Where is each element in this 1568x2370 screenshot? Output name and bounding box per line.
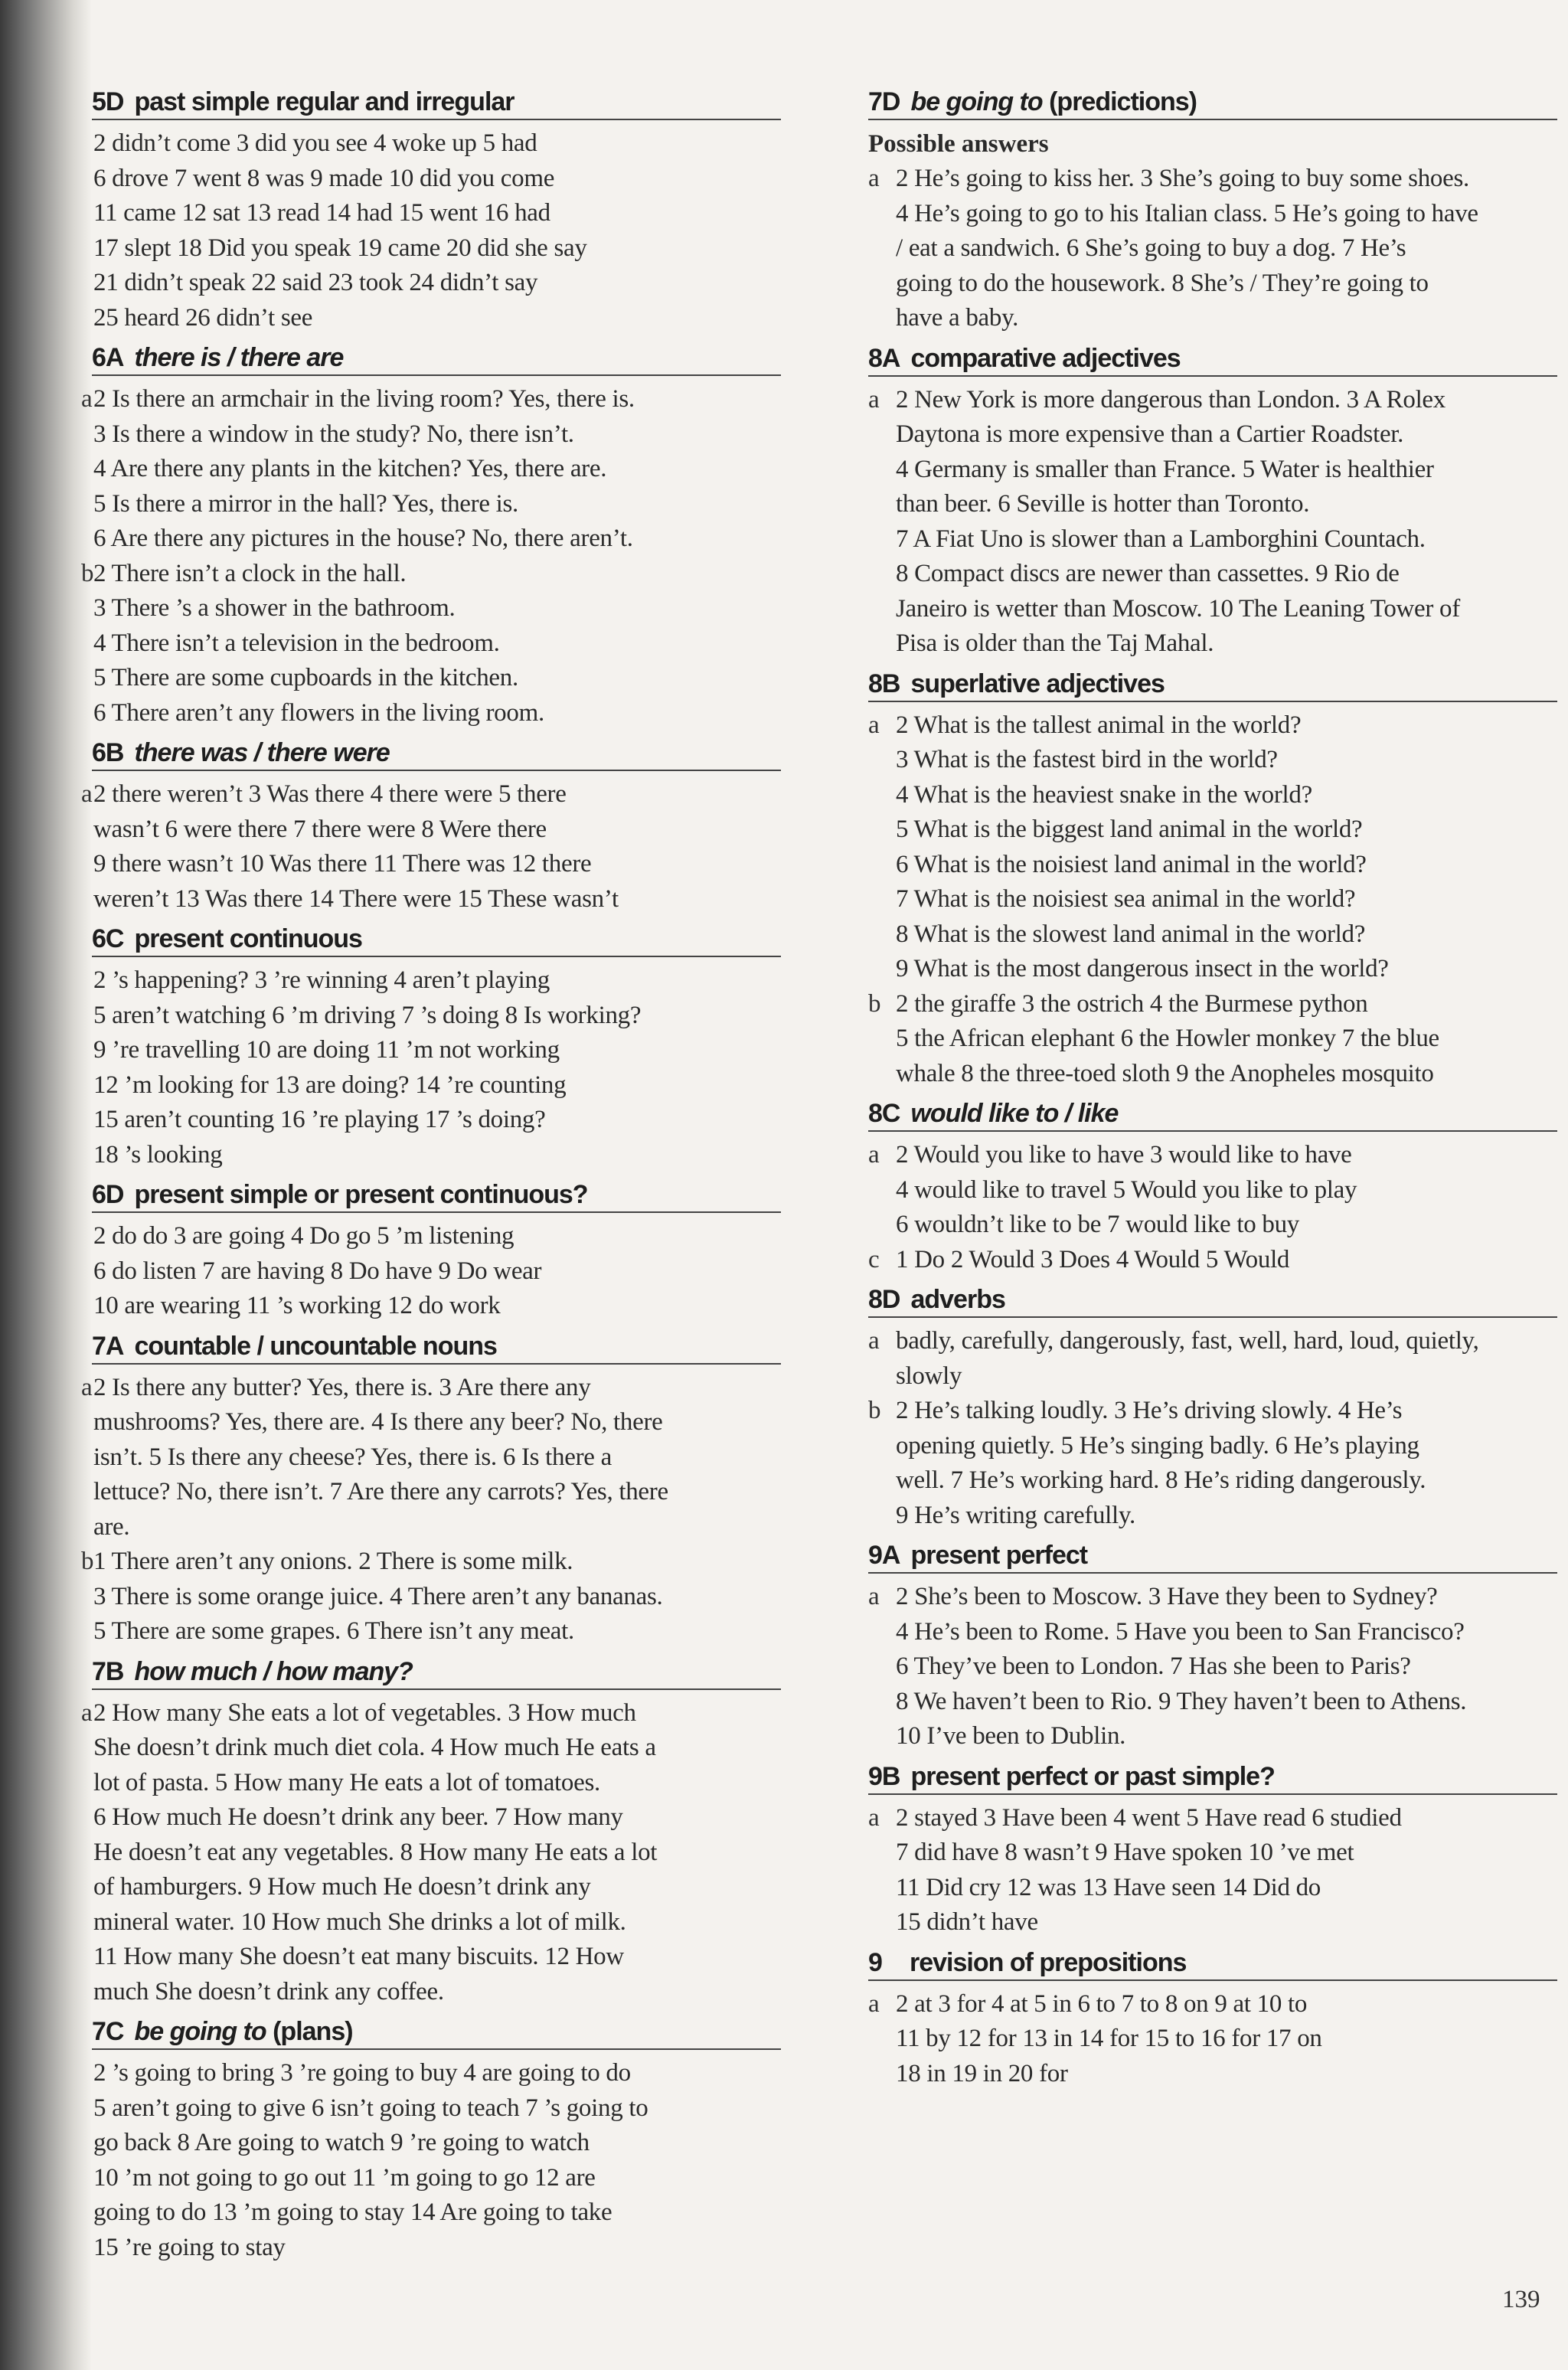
part-label: a: [868, 165, 880, 192]
answer-line: 4 He’s going to go to his Italian class. 5 He’s going to have: [896, 199, 1478, 227]
answer-line: 11 came 12 sat 13 read 14 had 15 went 16 had: [93, 199, 550, 227]
answer-line: 2 the giraffe 3 the ostrich 4 the Burmese python: [896, 989, 1368, 1018]
section-code: 8D: [868, 1285, 900, 1314]
section-title: [134, 1332, 496, 1362]
answer-line: 11 by 12 for 13 in 14 for 15 to 16 for 17 on: [896, 2025, 1322, 2052]
part-label: a: [868, 1141, 880, 1169]
answer-line: 10 I’ve been to Dublin.: [896, 1722, 1126, 1750]
section-code: 7A: [92, 1331, 124, 1361]
answer-line: 6 They’ve been to London. 7 Has she been to Paris?: [896, 1652, 1411, 1680]
answer-line: 6 wouldn’t like to be 7 would like to buy: [896, 1211, 1299, 1238]
answer-line: 6 drove 7 went 8 was 9 made 10 did you come: [93, 164, 555, 192]
part-label: c: [868, 1245, 880, 1273]
section-title-italic: be going to: [910, 87, 1043, 116]
answer-line: 2 Would you like to have 3 would like to have: [896, 1141, 1352, 1169]
exercise-section: [868, 87, 1557, 336]
answer-line: well. 7 He’s working hard. 8 He’s riding dangerously.: [896, 1466, 1426, 1494]
answer-line: 3 What is the fastest bird in the world?: [896, 746, 1278, 773]
answer-line: 12 ’m looking for 13 are doing? 14 ’re counting: [93, 1071, 567, 1099]
answer-lines: [896, 1580, 1557, 1754]
section-code: 6D: [92, 1180, 124, 1209]
section-title: [910, 1099, 1118, 1129]
section-heading: [868, 1285, 1557, 1318]
section-heading: [92, 1657, 781, 1690]
section-code: 7C: [92, 2017, 124, 2046]
section-heading: [868, 1541, 1557, 1574]
answer-lines: [93, 777, 781, 917]
left-column: [81, 87, 781, 2273]
section-title: [910, 1762, 1274, 1792]
answer-line: 2 What is the tallest animal in the world?: [896, 711, 1302, 739]
section-code: 8A: [868, 343, 900, 373]
answer-line: 2 How many She eats a lot of vegetables. 3 How much: [93, 1698, 636, 1727]
answer-line: 4 Germany is smaller than France. 5 Water is healthier: [896, 455, 1434, 483]
section-title-text: present perfect or past simple?: [910, 1761, 1275, 1791]
answer-line: Pisa is older than the Taj Mahal.: [896, 629, 1214, 657]
answer-line: 8 Compact discs are newer than cassettes. 9 Rio de: [896, 560, 1400, 587]
answer-line: much She doesn’t drink any coffee.: [93, 1977, 444, 2006]
answer-line: 18 ’s looking: [93, 1140, 223, 1169]
section-title-tail: (predictions): [1049, 87, 1197, 116]
section-title-text: revision of prepositions: [910, 1947, 1187, 1977]
exercise-section: [868, 1285, 1557, 1533]
answer-line: 21 didn’t speak 22 said 23 took 24 didn’t say: [93, 269, 538, 296]
section-title: [910, 1541, 1087, 1571]
answer-line: 9 He’s writing carefully.: [896, 1501, 1135, 1529]
answer-lines: [896, 1394, 1557, 1533]
answer-line: 7 What is the noisiest sea animal in the world?: [896, 885, 1356, 913]
answer-part: [81, 1696, 781, 2010]
answer-line: 3 There ’s a shower in the bathroom.: [93, 594, 456, 622]
exercise-section: [868, 1099, 1557, 1277]
answer-line: have a baby.: [896, 304, 1019, 332]
answer-line: 2 didn’t come 3 did you see 4 woke up 5 had: [93, 129, 537, 157]
answer-line: 2 stayed 3 Have been 4 went 5 Have read 6 studied: [896, 1803, 1402, 1832]
section-title-italic: how much / how many?: [134, 1656, 413, 1686]
exercise-section: [81, 343, 781, 731]
part-label: a: [868, 1583, 880, 1610]
answer-line: 6 There aren’t any flowers in the living room.: [93, 698, 544, 727]
answer-line: 2 ’s happening? 3 ’re winning 4 aren’t playing: [93, 966, 550, 994]
right-column: [868, 87, 1557, 2099]
answer-line: 10 are wearing 11 ’s working 12 do work: [93, 1292, 501, 1319]
answer-lines: [896, 1324, 1557, 1394]
answer-lines: [896, 1801, 1557, 1940]
part-label: a: [868, 711, 880, 739]
part-label: a: [868, 1803, 880, 1832]
answer-line: going to do the housework. 8 She’s / They’re going to: [896, 269, 1429, 297]
section-code: 7D: [868, 87, 900, 116]
exercise-section: [92, 1180, 781, 1324]
answer-line: weren’t 13 Was there 14 There were 15 These wasn’t: [93, 884, 619, 913]
answer-lines: [93, 1696, 781, 2010]
answer-lines: [93, 1371, 781, 1545]
section-heading: [92, 87, 781, 120]
answer-lines: [93, 1219, 781, 1324]
answer-part: [868, 1138, 1557, 1243]
answer-line: Daytona is more expensive than a Cartier Roadster.: [896, 420, 1404, 448]
section-heading: [92, 924, 781, 957]
answer-line: 2 New York is more dangerous than London. 3 A Rolex: [896, 385, 1446, 414]
exercise-section: [92, 87, 781, 335]
answer-line: 4 What is the heaviest snake in the world?: [896, 780, 1312, 809]
section-code: 9B: [868, 1761, 900, 1791]
exercise-section: [868, 344, 1557, 662]
answer-line: lot of pasta. 5 How many He eats a lot of tomatoes.: [93, 1768, 600, 1796]
answer-line: 9 ’re travelling 10 are doing 11 ’m not working: [93, 1036, 560, 1064]
answer-line: 5 What is the biggest land animal in the world?: [896, 816, 1363, 843]
answer-line: are.: [93, 1512, 130, 1541]
answer-lines: [93, 557, 781, 731]
answer-part: [868, 1243, 1557, 1278]
answer-line: 17 slept 18 Did you speak 19 came 20 did she say: [93, 234, 587, 262]
answer-line: 4 would like to travel 5 Would you like to play: [896, 1175, 1357, 1204]
section-title-text: countable / uncountable nouns: [134, 1331, 497, 1361]
answer-line: She doesn’t drink much diet cola. 4 How much He eats a: [93, 1734, 656, 1761]
section-title: [910, 87, 1197, 117]
exercise-section: [81, 738, 781, 917]
answer-line: 6 How much He doesn’t drink any beer. 7 How many: [93, 1803, 623, 1831]
section-title-italic: be going to: [134, 2017, 266, 2046]
section-code: 6B: [92, 738, 124, 767]
part-label: a: [81, 1698, 93, 1727]
section-heading: [92, 2017, 781, 2050]
exercise-section: [81, 1331, 781, 1649]
section-title-italic: there is / there are: [134, 343, 344, 372]
answer-part: [81, 382, 781, 557]
answer-line: 2 at 3 for 4 at 5 in 6 to 7 to 8 on 9 at 10 to: [896, 1989, 1308, 2018]
section-title: [134, 1180, 587, 1210]
answer-line: badly, carefully, dangerously, fast, well, hard, loud, quietly,: [896, 1327, 1479, 1355]
answer-lines: [896, 1987, 1557, 2092]
answer-line: lettuce? No, there isn’t. 7 Are there any carrots? Yes, there: [93, 1478, 668, 1505]
section-code: 8C: [868, 1099, 900, 1128]
answer-part: [868, 1987, 1557, 2092]
section-title: [910, 1285, 1004, 1315]
answer-line: isn’t. 5 Is there any cheese? Yes, there is. 6 Is there a: [93, 1443, 612, 1471]
section-title: [134, 738, 389, 768]
answer-line: 8 What is the slowest land animal in the world?: [896, 920, 1366, 948]
answer-line: than beer. 6 Seville is hotter than Toronto.: [896, 490, 1310, 518]
answer-part: [868, 162, 1557, 336]
part-label: a: [81, 385, 93, 413]
answer-line: 9 there wasn’t 10 Was there 11 There was 12 there: [93, 850, 592, 878]
answer-lines: [896, 1138, 1557, 1243]
answer-lines: [93, 126, 781, 335]
section-code: 5D: [92, 87, 124, 116]
answer-line: 15 didn’t have: [896, 1908, 1038, 1936]
answer-line: 2 He’s talking loudly. 3 He’s driving slowly. 4 He’s: [896, 1397, 1403, 1424]
section-heading: [92, 1180, 781, 1213]
exercise-section: [868, 1762, 1557, 1940]
answer-part: [868, 1580, 1557, 1754]
answer-part: [868, 708, 1557, 987]
section-heading: [868, 344, 1557, 377]
answer-line: 6 What is the noisiest land animal in the world?: [896, 850, 1367, 878]
section-title-text: superlative adjectives: [910, 669, 1165, 698]
exercise-section: [81, 1656, 781, 2010]
answer-part: [92, 126, 781, 335]
answer-line: 2 He’s going to kiss her. 3 She’s going to buy some shoes.: [896, 165, 1469, 192]
exercise-section: [868, 669, 1557, 1092]
section-code: 9A: [868, 1541, 900, 1570]
section-heading: [868, 87, 1557, 120]
part-label: [81, 126, 93, 335]
exercise-section: [92, 924, 781, 1172]
answer-lines: [93, 963, 781, 1172]
answer-line: 11 How many She doesn’t eat many biscuits. 12 How: [93, 1943, 624, 1970]
answer-line: slowly: [896, 1362, 962, 1390]
answer-part: [868, 1394, 1557, 1533]
section-title-text: comparative adjectives: [910, 343, 1181, 373]
part-label: b: [81, 1548, 94, 1575]
part-label: a: [868, 1327, 880, 1355]
section-code: 6A: [92, 343, 124, 372]
part-label: a: [868, 385, 880, 414]
answer-line: 5 aren’t going to give 6 isn’t going to teach 7 ’s going to: [93, 2094, 648, 2122]
answer-line: Janeiro is wetter than Moscow. 10 The Leaning Tower of: [896, 594, 1460, 623]
part-label: b: [868, 1397, 881, 1424]
section-heading: [868, 1948, 1557, 1981]
section-title: [134, 2017, 352, 2047]
answer-part: [81, 777, 781, 917]
page-number: 139: [1502, 2286, 1540, 2313]
section-title: [134, 343, 343, 373]
answer-part: [868, 1801, 1557, 1940]
section-title: [134, 87, 514, 117]
answer-line: 2 there weren’t 3 Was there 4 there were 5 there: [93, 780, 567, 808]
answer-line: 1 Do 2 Would 3 Does 4 Would 5 Would: [896, 1245, 1290, 1273]
answer-line: 9 What is the most dangerous insect in the world?: [896, 955, 1389, 982]
answer-line: 5 There are some cupboards in the kitchen.: [93, 664, 518, 691]
part-label: a: [81, 780, 93, 808]
part-label: a: [81, 1373, 93, 1401]
part-label: a: [868, 1989, 880, 2018]
answer-lines: [896, 1243, 1557, 1278]
answer-line: 2 ’s going to bring 3 ’re going to buy 4 are going to do: [93, 2059, 631, 2087]
answer-lines: [896, 987, 1557, 1092]
section-title: [910, 344, 1180, 374]
answer-lines: [93, 382, 781, 557]
answer-line: 2 Is there an armchair in the living room? Yes, there is.: [93, 385, 635, 413]
section-heading: [92, 1332, 781, 1365]
answer-lines: [93, 2056, 781, 2265]
answer-lines: [896, 383, 1557, 662]
answer-line: 5 aren’t watching 6 ’m driving 7 ’s doing 8 Is working?: [93, 1001, 642, 1029]
answer-lines: [896, 162, 1557, 336]
section-heading: [868, 1099, 1557, 1132]
section-heading: [92, 738, 781, 771]
answer-part: [868, 383, 1557, 662]
answer-lines: [896, 708, 1557, 987]
answer-part: [92, 1219, 781, 1324]
answer-lines: [93, 1545, 781, 1649]
answer-part: [92, 2056, 781, 2265]
part-label: b: [81, 559, 94, 587]
section-heading: [868, 1762, 1557, 1795]
answer-part: [81, 557, 781, 731]
answer-line: of hamburgers. 9 How much He doesn’t drink any: [93, 1873, 591, 1901]
part-label: [81, 963, 93, 1172]
answer-line: 3 Is there a window in the study? No, there isn’t.: [93, 420, 574, 448]
part-label: [81, 2056, 93, 2265]
answer-line: going to do 13 ’m going to stay 14 Are going to take: [93, 2198, 612, 2226]
answer-line: 4 Are there any plants in the kitchen? Yes, there are.: [93, 455, 607, 482]
answer-line: 8 We haven’t been to Rio. 9 They haven’t been to Athens.: [896, 1687, 1467, 1715]
answer-line: 2 do do 3 are going 4 Do go 5 ’m listening: [93, 1222, 514, 1250]
section-title-text: present simple or present continuous?: [134, 1180, 588, 1209]
answer-line: 15 aren’t counting 16 ’re playing 17 ’s doing?: [93, 1106, 546, 1133]
answer-part: [81, 1371, 781, 1545]
answer-line: 4 He’s been to Rome. 5 Have you been to San Francisco?: [896, 1617, 1465, 1646]
section-title-text: past simple regular and irregular: [134, 87, 514, 116]
answer-line: 5 There are some grapes. 6 There isn’t any meat.: [93, 1617, 574, 1645]
answer-line: 1 There aren’t any onions. 2 There is some milk.: [93, 1548, 573, 1575]
section-title-italic: would like to / like: [910, 1099, 1119, 1128]
answer-line: 7 A Fiat Uno is slower than a Lamborghini Countach.: [896, 525, 1426, 553]
answer-line: 2 Is there any butter? Yes, there is. 3 Are there any: [93, 1373, 591, 1401]
answer-line: 15 ’re going to stay: [93, 2233, 286, 2261]
section-title-text: present continuous: [134, 924, 362, 953]
answer-line: / eat a sandwich. 6 She’s going to buy a dog. 7 He’s: [896, 234, 1406, 262]
section-title-text: adverbs: [910, 1285, 1005, 1314]
answer-line: 7 did have 8 wasn’t 9 Have spoken 10 ’ve met: [896, 1839, 1354, 1866]
section-title: [134, 1657, 412, 1687]
answer-line: go back 8 Are going to watch 9 ’re going to watch: [93, 2129, 590, 2156]
book-spine-shadow: [0, 0, 92, 2370]
section-title: [910, 669, 1164, 699]
answer-line: 10 ’m not going to go out 11 ’m going to go 12 are: [93, 2163, 596, 2192]
section-title-tail: (plans): [273, 2017, 353, 2046]
section-code: 9: [868, 1947, 882, 1977]
answer-line: 11 Did cry 12 was 13 Have seen 14 Did do: [896, 1873, 1321, 1901]
answer-part: [868, 987, 1557, 1092]
answer-line: 18 in 19 in 20 for: [896, 2059, 1068, 2087]
section-title-text: present perfect: [910, 1541, 1088, 1570]
answer-part: [868, 1324, 1557, 1394]
section-heading: [92, 343, 781, 376]
answer-line: 3 There is some orange juice. 4 There aren’t any bananas.: [93, 1582, 663, 1610]
answer-line: opening quietly. 5 He’s singing badly. 6 He’s playing: [896, 1431, 1419, 1460]
answer-line: He doesn’t eat any vegetables. 8 How many He eats a lot: [93, 1838, 658, 1866]
answer-line: mushrooms? Yes, there are. 4 Is there any beer? No, there: [93, 1408, 663, 1436]
exercise-section: [868, 1948, 1557, 2092]
answer-line: 5 Is there a mirror in the hall? Yes, there is.: [93, 489, 519, 518]
answer-line: 6 Are there any pictures in the house? No, there aren’t.: [93, 525, 633, 552]
answer-line: whale 8 the three-toed sloth 9 the Anopheles mosquito: [896, 1059, 1434, 1087]
part-label: [81, 1219, 93, 1324]
exercise-section: [92, 2017, 781, 2265]
section-title: [134, 924, 361, 954]
section-title-italic: there was / there were: [134, 738, 390, 767]
part-label: b: [868, 989, 881, 1018]
section-code: 6C: [92, 924, 124, 953]
answer-part: [92, 963, 781, 1172]
answer-line: 25 heard 26 didn’t see: [93, 303, 313, 332]
answer-line: 6 do listen 7 are having 8 Do have 9 Do wear: [93, 1257, 542, 1285]
section-code: 8B: [868, 669, 900, 698]
section-code: 7B: [92, 1656, 124, 1686]
section-title: [910, 1948, 1186, 1978]
answer-line: wasn’t 6 were there 7 there were 8 Were there: [93, 815, 547, 843]
answer-line: 2 She’s been to Moscow. 3 Have they been to Sydney?: [896, 1583, 1438, 1610]
answer-line: 2 There isn’t a clock in the hall.: [93, 559, 407, 587]
exercise-section: [868, 1541, 1557, 1754]
answer-part: [81, 1545, 781, 1649]
section-heading: [868, 669, 1557, 702]
section-subheading: Possible answers: [868, 130, 1049, 158]
answer-line: 5 the African elephant 6 the Howler monkey 7 the blue: [896, 1025, 1439, 1052]
answer-line: 4 There isn’t a television in the bedroom.: [93, 629, 500, 657]
answer-line: mineral water. 10 How much She drinks a lot of milk.: [93, 1907, 626, 1936]
